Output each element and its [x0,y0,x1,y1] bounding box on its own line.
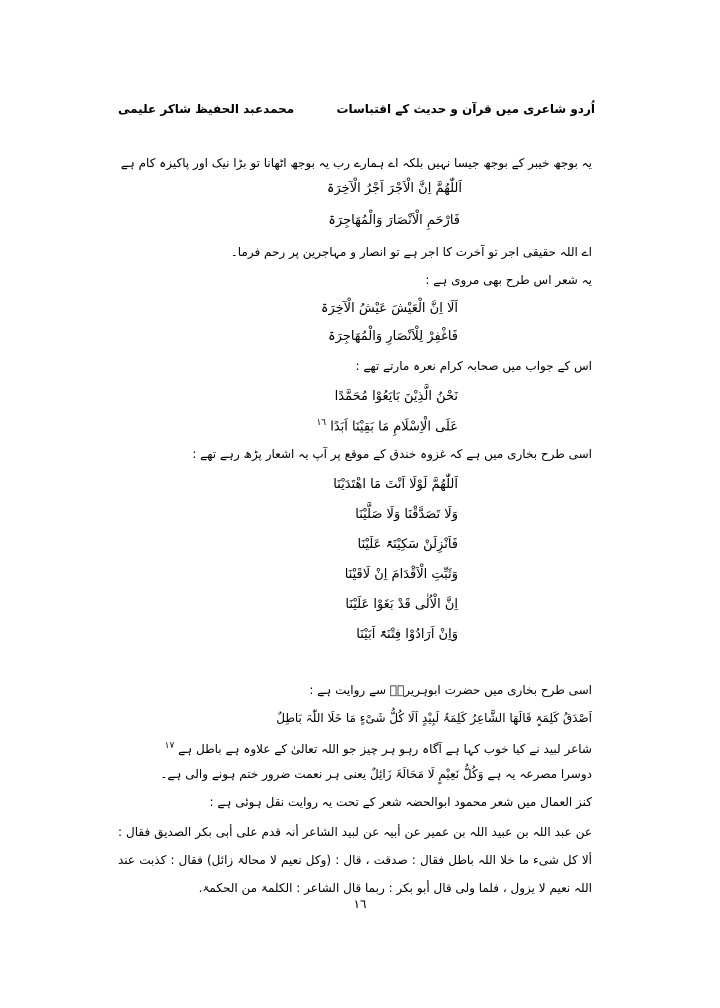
paragraph-10: کنز العمال میں شعر محمود ابوالحضہ شعر کے تحت یہ روایت نقل ہوئی ہے : [209,795,592,809]
paragraph-2: اے اللہ حقیقی اجر تو آخرت کا اجر ہے تو انصار و مہاجرین پر رحم فرما۔ [230,245,592,259]
verse-2a: اَلَا اِنَّ الْعَیْشَ عَیْشُ الْآخِرَۃ [320,301,458,316]
paragraph-4: اس کے جواب میں صحابہ کرام نعرہ مارتے تھے : [355,359,592,373]
header-author: محمدعبد الحفیظ شاکر علیمی [118,102,295,116]
verse-4-2: وَلَا تَصَدَّقْنَا وَلَا صَلَّیْنَا [355,507,458,522]
verse-3b-text: عَلَی الْاِسْلَامِ مَا بَقِیْنَا اَبَدًا [330,419,458,435]
footnote-ref-16: ١٦ [316,418,327,428]
paragraph-9: دوسرا مصرعہ یہ ہے وَکُلُّ نَعِیْمٍ لَا مَحَالَۃَ زَائِلٌ یعنی ہر نعمت ضرور ختم ہونے والی ہے۔ [160,767,592,781]
paragraph-5: اسی طرح بخاری میں ہے کہ غزوہ خندق کے موقع پر آپ یہ اشعار پڑھ رہے تھے : [192,447,592,461]
paragraph-3: یہ شعر اس طرح بھی مروی ہے : [425,273,592,287]
verse-4-6: وَاِنْ اَرَادُوْا فِتْنَۃً اَبَیْنَا [356,627,458,642]
paragraph-8 [165,738,592,757]
verse-3a: نَحْنُ الَّذِیْنَ بَایَعُوْا مُحَمَّدًا [334,389,458,404]
verse-2b: فَاغْفِرْ لِلْاَنْصَارِ وَالْمُھَاجِرَۃ [328,329,458,344]
header-title: اُردو شاعری میں قرآن و حدیث کے اقتباسات [336,102,595,116]
paragraph-8-text: شاعر لبید نے کیا خوب کہا ہے آگاہ رہو ہر چیز جو اللہ تعالیٰ کے علاوہ ہے باطل ہے [178,742,592,756]
paragraph-6: اسی طرح بخاری میں حضرت ابوہریرہؓ سے روایت ہے : [309,683,592,697]
arabic-narration: عن عبد اللہ بن عبید اللہ بن عمیر عن أبیہ عن لبید الشاعر أنہ قدم علی أبی بکر الصدیق فقال : ألا کل شیء ما خلا اللہ باطل فقال : صدقت ، قال : (وکل نعیم لا محالۃ زائل) فقال : کذبت عند اللہ نعیم لا یزول ، فلما ولی قال أبو بکر : ربما قال الشاعر : الکلمۃ من الحکمۃ. [118,825,592,895]
verse-4-5: اِنَّ الْاُلٰی قَدْ بَغَوْا عَلَیْنَا [345,597,458,612]
paragraph-1: یہ بوجھ خیبر کے بوجھ جیسا نہیں بلکہ اے ہمارے رب یہ بوجھ اٹھانا تو بڑا نیک اور پاکیزہ کام ہے [120,156,592,170]
verse-1a: اَللّٰھُمَّ اِنَّ الْاَجْرَ اَجْرُ الْآخِرَۃ [326,181,462,196]
verse-4-4: وَثَبِّتِ الْاَقْدَامَ اِنْ لَاقَیْنَا [344,567,458,582]
verse-4-3: فَاَنْزِلَنْ سَکِیْنَۃً عَلَیْنَا [357,537,458,552]
verse-1b: فَارْحَمِ الْاَنْصَارَ وَالْمُھَاجِرَۃ [328,213,460,228]
page-number: ١٦ [353,897,367,911]
verse-3b [316,414,458,436]
verse-4-1: اَللّٰھُمَّ لَوْلَا اَنْتَ مَا اھْتَدَیْنَا [333,477,458,492]
paragraph-7: اَصْدَقُ کَلِمَۃٍ قَالَھَا الشَّاعِرُ کَلِمَۃُ لَبِیْدٍ اَلَا کُلُّ شَیْءٍ مَا خَلَا اللّٰہَ بَاطِلٌ [276,711,592,725]
footnote-ref-17: ١٧ [164,741,175,751]
